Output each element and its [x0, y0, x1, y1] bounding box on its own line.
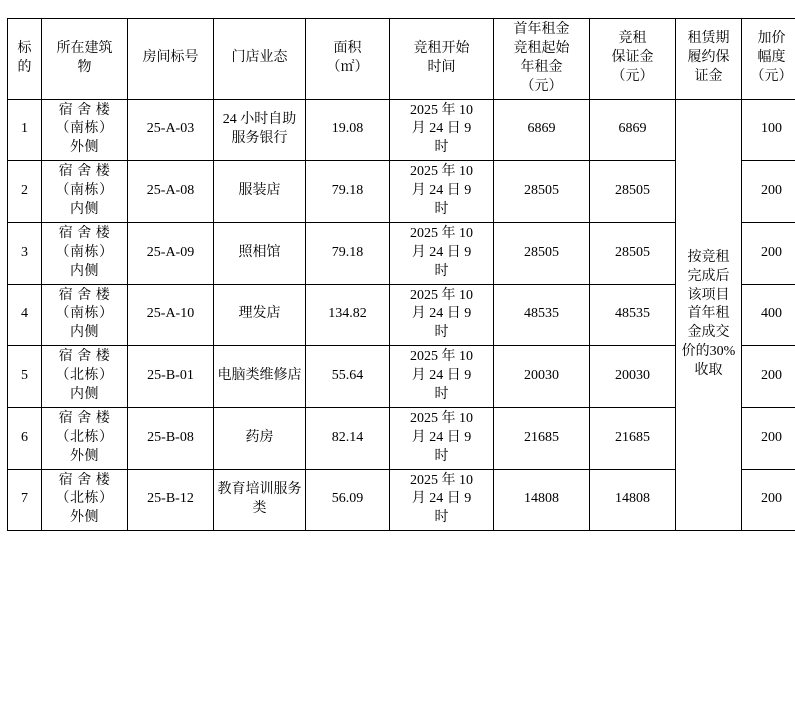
cell-increment: 200	[742, 407, 795, 469]
cell-building: 宿 舍 楼 （北栋） 外侧	[42, 407, 128, 469]
cell-area: 19.08	[306, 99, 390, 161]
cell-increment: 100	[742, 99, 795, 161]
cell-area: 56.09	[306, 469, 390, 531]
cell-area: 82.14	[306, 407, 390, 469]
cell-deposit: 14808	[590, 469, 676, 531]
cell-id: 2	[8, 161, 42, 223]
cell-business: 24 小时自助服务银行	[214, 99, 306, 161]
cell-start-time: 2025 年 10 月 24 日 9 时	[390, 407, 494, 469]
cell-room: 25-B-08	[128, 407, 214, 469]
cell-room: 25-A-03	[128, 99, 214, 161]
cell-room: 25-A-10	[128, 284, 214, 346]
header-building: 所在建筑 物	[42, 19, 128, 100]
cell-increment: 200	[742, 469, 795, 531]
cell-start-time: 2025 年 10 月 24 日 9 时	[390, 284, 494, 346]
cell-increment: 400	[742, 284, 795, 346]
cell-first-year-rent: 14808	[494, 469, 590, 531]
cell-id: 7	[8, 469, 42, 531]
cell-business: 药房	[214, 407, 306, 469]
cell-first-year-rent: 6869	[494, 99, 590, 161]
cell-business: 服装店	[214, 161, 306, 223]
header-business: 门店业态	[214, 19, 306, 100]
header-area: 面积 （㎡）	[306, 19, 390, 100]
cell-increment: 200	[742, 161, 795, 223]
cell-area: 79.18	[306, 222, 390, 284]
cell-business: 照相馆	[214, 222, 306, 284]
cell-id: 4	[8, 284, 42, 346]
table-row	[8, 99, 795, 161]
cell-deposit: 28505	[590, 222, 676, 284]
cell-business: 教育培训服务类	[214, 469, 306, 531]
header-room: 房间标号	[128, 19, 214, 100]
cell-room: 25-B-01	[128, 346, 214, 408]
cell-building: 宿 舍 楼 （北栋） 外侧	[42, 469, 128, 531]
cell-start-time: 2025 年 10 月 24 日 9 时	[390, 99, 494, 161]
header-first-year-rent: 首年租金 竞租起始 年租金 （元）	[494, 19, 590, 100]
header-increment: 加价 幅度 （元）	[742, 19, 795, 100]
cell-deposit: 28505	[590, 161, 676, 223]
table-header	[8, 19, 795, 100]
cell-deposit: 21685	[590, 407, 676, 469]
cell-deposit: 48535	[590, 284, 676, 346]
cell-building: 宿 舍 楼 （南栋） 内侧	[42, 222, 128, 284]
cell-area: 55.64	[306, 346, 390, 408]
cell-building: 宿 舍 楼 （南栋） 内侧	[42, 284, 128, 346]
cell-room: 25-A-08	[128, 161, 214, 223]
cell-first-year-rent: 48535	[494, 284, 590, 346]
cell-room: 25-B-12	[128, 469, 214, 531]
cell-deposit: 20030	[590, 346, 676, 408]
cell-start-time: 2025 年 10 月 24 日 9 时	[390, 346, 494, 408]
cell-first-year-rent: 28505	[494, 222, 590, 284]
header-start-time: 竞租开始 时间	[390, 19, 494, 100]
cell-deposit: 6869	[590, 99, 676, 161]
cell-building: 宿 舍 楼 （北栋） 内侧	[42, 346, 128, 408]
bid-listing-table	[7, 18, 795, 531]
header-id: 标 的	[8, 19, 42, 100]
cell-id: 3	[8, 222, 42, 284]
cell-start-time: 2025 年 10 月 24 日 9 时	[390, 469, 494, 531]
document-page	[0, 18, 795, 706]
table-body	[8, 99, 795, 531]
header-row	[8, 19, 795, 100]
cell-start-time: 2025 年 10 月 24 日 9 时	[390, 161, 494, 223]
cell-increment: 200	[742, 346, 795, 408]
cell-business: 电脑类维修店	[214, 346, 306, 408]
cell-building: 宿 舍 楼 （南栋） 外侧	[42, 99, 128, 161]
cell-building: 宿 舍 楼 （南栋） 内侧	[42, 161, 128, 223]
cell-first-year-rent: 21685	[494, 407, 590, 469]
cell-room: 25-A-09	[128, 222, 214, 284]
cell-increment: 200	[742, 222, 795, 284]
cell-area: 79.18	[306, 161, 390, 223]
header-guarantee: 租赁期 履约保 证金	[676, 19, 742, 100]
cell-guarantee-note: 按竞租 完成后 该项目 首年租 金成交 价的30% 收取	[676, 99, 742, 531]
cell-id: 6	[8, 407, 42, 469]
cell-id: 5	[8, 346, 42, 408]
cell-first-year-rent: 28505	[494, 161, 590, 223]
cell-business: 理发店	[214, 284, 306, 346]
cell-first-year-rent: 20030	[494, 346, 590, 408]
cell-start-time: 2025 年 10 月 24 日 9 时	[390, 222, 494, 284]
cell-id: 1	[8, 99, 42, 161]
cell-area: 134.82	[306, 284, 390, 346]
header-deposit: 竞租 保证金 （元）	[590, 19, 676, 100]
